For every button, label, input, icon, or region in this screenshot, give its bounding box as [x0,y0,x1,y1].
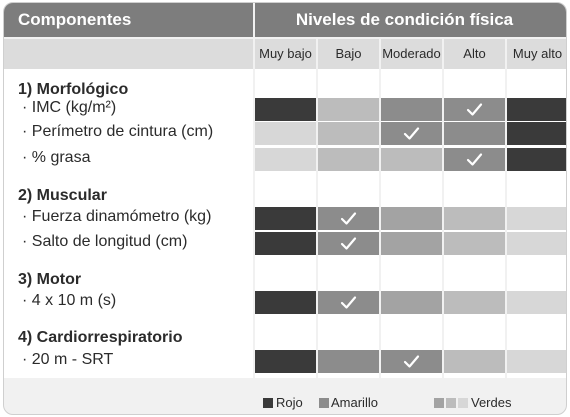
level-cell-muy-alto [507,291,567,314]
item-label-imc-kg-m: · IMC (kg/m²) [22,99,117,116]
level-cell-bajo [318,350,379,373]
level-cell-bajo [318,148,379,171]
column-header-moderado: Moderado [381,39,442,69]
level-cell-muy-bajo [255,207,316,230]
level-cell-alto [444,350,505,373]
level-cell-muy-bajo [255,148,316,171]
legend-amarillo: Amarillo [331,395,378,410]
level-cell-moderado [381,207,442,230]
check-icon [381,122,442,145]
level-cell-muy-alto [507,98,567,121]
legend-swatch-rojo [263,398,273,408]
level-cell-muy-alto [507,207,567,230]
fitness-levels-table [3,2,567,415]
column-header-alto: Alto [444,39,505,69]
level-cell-muy-bajo [255,98,316,121]
level-cell-muy-bajo [255,350,316,373]
level-cell-alto [444,122,505,145]
section-label-2-muscular: 2) Muscular [18,187,107,204]
level-cell-muy-alto [507,350,567,373]
level-cell-alto [444,207,505,230]
section-label-3-motor: 3) Motor [18,271,82,288]
level-cell-bajo [318,207,379,230]
level-cell-alto [444,148,505,171]
legend-swatch-verde-3 [458,398,468,408]
level-cell-muy-bajo [255,232,316,255]
level-cell-muy-bajo [255,291,316,314]
level-cell-alto [444,232,505,255]
legend-rojo: Rojo [276,395,303,410]
legend-swatch-amarillo [319,398,329,408]
level-cell-alto [444,291,505,314]
column-header-muy-bajo: Muy bajo [255,39,316,69]
level-cell-moderado [381,98,442,121]
item-label-4-x-10-m-s: · 4 x 10 m (s) [22,292,117,309]
level-cell-moderado [381,350,442,373]
levels-header: Niveles de condición física [255,3,567,37]
column-header-bajo: Bajo [318,39,379,69]
level-cell-bajo [318,98,379,121]
level-cell-muy-alto [507,122,567,145]
level-cell-moderado [381,232,442,255]
section-label-1-morfol-gico: 1) Morfológico [18,81,129,98]
item-label-salto-de-longitud-cm: · Salto de longitud (cm) [22,233,188,250]
check-icon [444,148,505,171]
level-cell-muy-alto [507,232,567,255]
level-cell-bajo [318,291,379,314]
legend-swatch-verde-1 [434,398,444,408]
components-header: Componentes [4,3,253,37]
check-icon [318,291,379,314]
check-icon [318,207,379,230]
check-icon [444,98,505,121]
item-label-20-m-srt: · 20 m - SRT [22,351,114,368]
item-label-per-metro-de-cintura-cm: · Perímetro de cintura (cm) [22,123,214,140]
section-label-4-cardiorrespiratorio: 4) Cardiorrespiratorio [18,329,183,346]
legend-swatch-verde-2 [446,398,456,408]
level-cell-bajo [318,122,379,145]
level-cell-moderado [381,291,442,314]
level-cell-moderado [381,122,442,145]
item-label-grasa: · % grasa [22,149,91,166]
column-header-muy-alto: Muy alto [507,39,567,69]
level-cell-muy-alto [507,148,567,171]
item-label-fuerza-dinam-metro-kg: · Fuerza dinamómetro (kg) [22,208,212,225]
level-cell-moderado [381,148,442,171]
legend-verdes: Verdes [471,395,512,410]
level-cell-alto [444,98,505,121]
level-cell-bajo [318,232,379,255]
check-icon [381,350,442,373]
level-cell-muy-bajo [255,122,316,145]
check-icon [318,232,379,255]
